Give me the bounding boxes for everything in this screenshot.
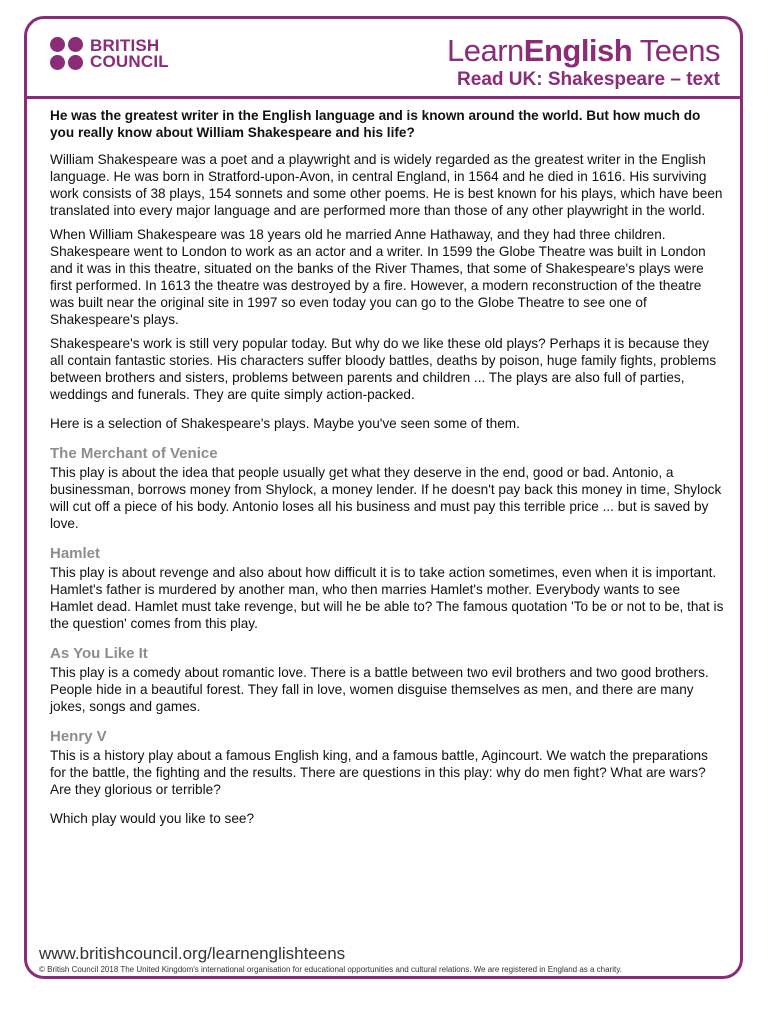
british-council-logo [50, 37, 169, 70]
closing-question: Which play would you like to see? [50, 811, 255, 826]
article-body [50, 107, 725, 834]
learnenglish-teens-brand [447, 33, 720, 69]
brand-teens: Teens [632, 33, 720, 68]
play-heading: Henry V [50, 728, 107, 745]
intro-text: He was the greatest writer in the English language and is known around the world. But how much do you really know about William Shakespeare and his life? [50, 108, 701, 140]
play-description: This is a history play about a famous English king, and a famous battle, Agincourt. We watch the preparations for the battle, the fighting and the results. There are questions in this play: why do men fight? What are wars? Are they glorious or terrible? [50, 748, 708, 797]
footer-url-link[interactable]: www.britishcouncil.org/learnenglishteens [39, 944, 346, 963]
paragraph: Here is a selection of Shakespeare's plays. Maybe you've seen some of them. [50, 416, 520, 431]
play-description: This play is a comedy about romantic love. There is a battle between two evil brothers and two good brothers. People hide in a beautiful forest. They fall in love, women disguise themselves as men, and there are many jokes, songs and games. [50, 665, 709, 714]
paragraph: When William Shakespeare was 18 years old he married Anne Hathaway, and they had three children. Shakespeare went to London to work as an actor and a writer. In 1599 the Globe Theatre was built in London and it was in this theatre, situated on the banks of the River Thames, that some of Shakespeare's plays were first performed. In 1613 the theatre was destroyed by a fire. However, a modern reconstruction of the theatre was built near the original site in 1997 so even today you can go to the Globe Theatre to see one of Shakespeare's plays. [50, 227, 706, 327]
paragraph: William Shakespeare was a poet and a playwright and is widely regarded as the greatest writer in the English language. He was born in Stratford-upon-Avon, in central England, in 1564 and he died in 1616. His surviving work consists of 38 plays, 154 sonnets and some other poems. He is best known for his plays, which have been translated into every major language and are performed more than those of any other playwright in the world. [50, 152, 723, 218]
logo-dots-icon [50, 37, 83, 70]
brand-learn: Learn [446, 33, 524, 68]
worksheet-title: Read UK: Shakespeare – text [457, 69, 720, 90]
play-heading: Hamlet [50, 545, 101, 562]
footer-copyright: © British Council 2018 The United Kingdom's international organisation for educational opportunities and cultural relations. We are registered in England as a charity. [39, 965, 622, 974]
logo-line-2: COUNCIL [90, 51, 169, 71]
brand-english: English [523, 33, 633, 68]
play-description: This play is about revenge and also about how difficult it is to take action sometimes, even when it is important. Hamlet's father is murdered by another man, who then marries Hamlet's mother. Everybody wants to see Hamlet dead. Hamlet must take revenge, but will he be able to? The famous quotation 'To be or not to be, that is the question' comes from this play. [50, 565, 724, 631]
logo-line-1: BRITISH [90, 35, 160, 55]
play-heading: As You Like It [50, 645, 148, 662]
play-description: This play is about the idea that people usually get what they deserve in the end, good or bad. Antonio, a businessman, borrows money from Shylock, a money lender. If he doesn't pay back this money in time, Shylock will cut off a piece of his body. Antonio loses all his business and must pay this terrible price ... but is saved by love. [50, 465, 722, 531]
play-heading: The Merchant of Venice [50, 445, 218, 462]
paragraph: Shakespeare's work is still very popular today. But why do we like these old plays? Perhaps it is because they all contain fantastic stories. His characters suffer bloody battles, deaths by poison, huge family fights, problems between brothers and sisters, problems between parents and children ... The plays are also full of parties, weddings and funerals. They are quite simply action-packed. [50, 336, 717, 402]
header-divider [27, 96, 740, 99]
